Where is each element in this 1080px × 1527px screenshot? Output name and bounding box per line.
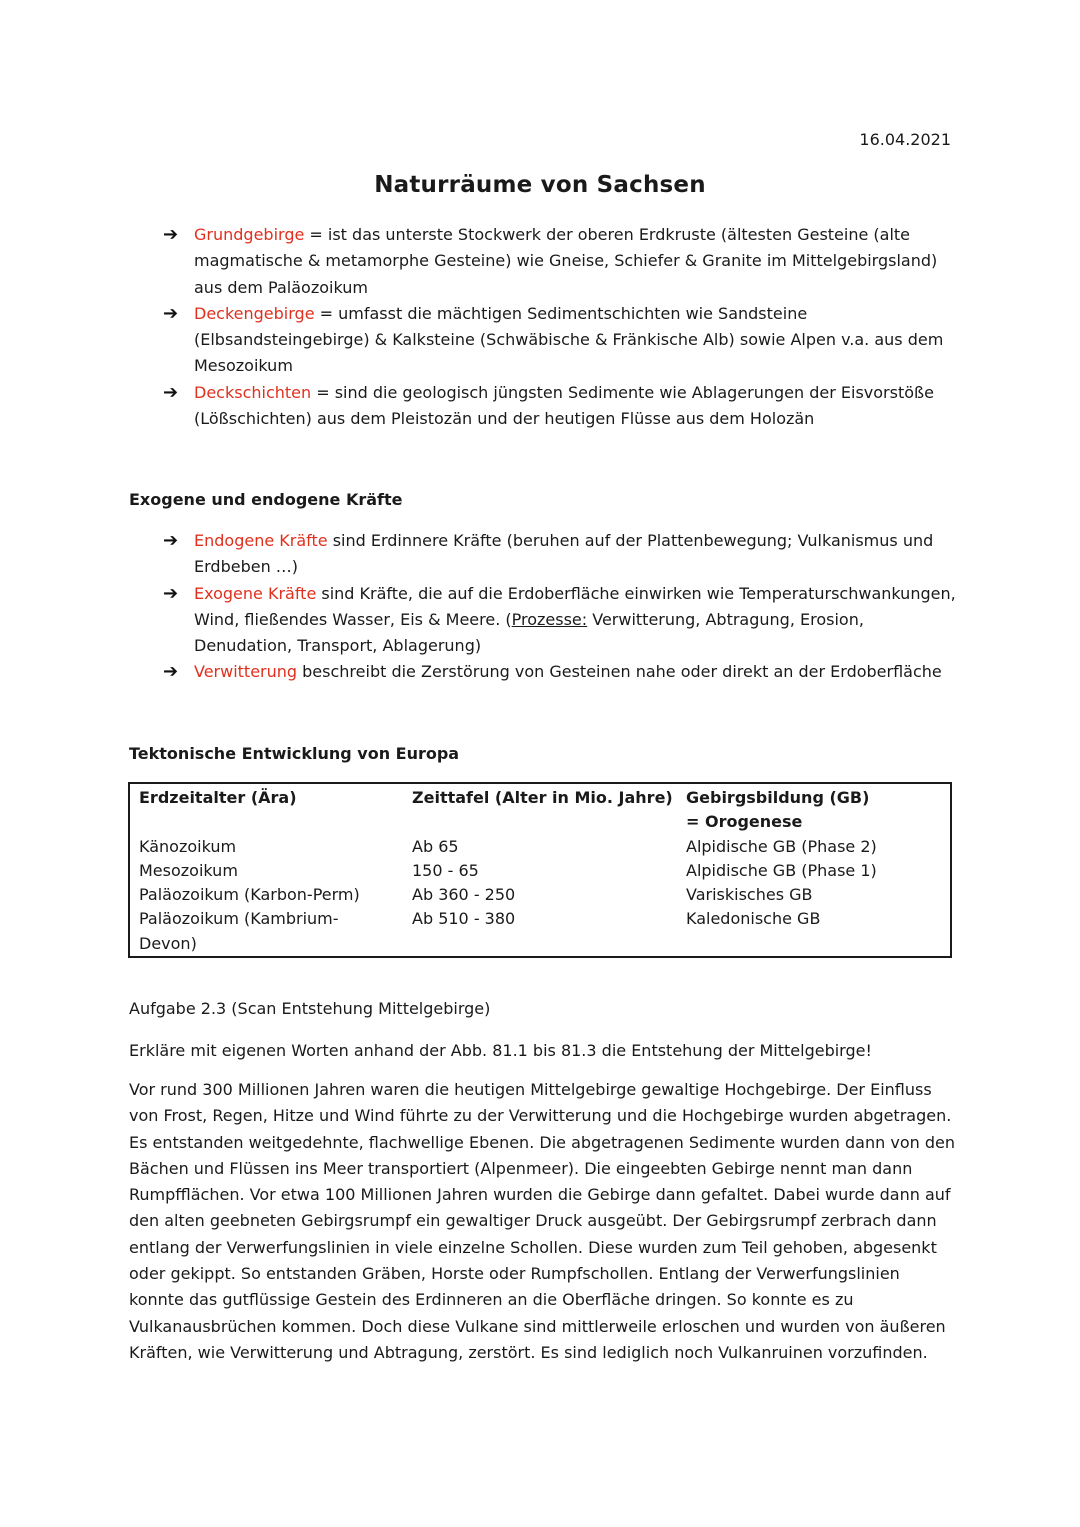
definition: sind Erdinnere Kräfte (beruhen auf der Plattenbewegung; Vulkanismus und Erdbeben …) (194, 531, 934, 577)
table-cell: Kaledonische GB (686, 909, 821, 929)
definition: beschreibt die Zerstörung von Gesteinen nahe oder direkt an der Erdoberfläche (297, 662, 942, 682)
arrow-right-icon: ➔ (163, 582, 179, 604)
term: Deckengebirge (194, 303, 315, 323)
arrow-right-icon: ➔ (163, 302, 179, 324)
term: Exogene Kräfte (194, 583, 317, 603)
definition-continued: Verwitterung, Abtragung, Erosion, Denudation, Transport, Ablagerung) (194, 609, 864, 656)
section-heading: Exogene und endogene Kräfte (129, 490, 403, 509)
definition-list (163, 222, 963, 432)
list-item (163, 222, 963, 301)
arrow-right-icon: ➔ (163, 530, 179, 551)
definition: = umfasst die mächtigen Sedimentschichten wie Sandsteine (Elbsandsteingebirge) & Kalksteine (Schwäbische & Fränkische Alb) sowie Alpen v.a. aus dem Mesozoikum (194, 303, 944, 376)
era-table (128, 782, 952, 958)
definition: = sind die geologisch jüngsten Sedimente wie Ablagerungen der Eisvorstöße (Lößschichten) aus dem Pleistozän und der heutigen Flüsse aus dem Holozän (194, 382, 934, 429)
table-cell: Alpidische GB (Phase 2) (686, 836, 877, 856)
table-cell: Ab 360 - 250 (412, 885, 516, 905)
table-cell: Ab 510 - 380 (412, 909, 516, 929)
list-item (163, 380, 963, 433)
table-cell: Variskisches GB (686, 885, 813, 905)
table-cell: Mesozoikum (139, 860, 238, 880)
arrow-right-icon: ➔ (163, 381, 179, 403)
table-cell: Alpidische GB (Phase 1) (686, 860, 877, 880)
term: Deckschichten (194, 382, 312, 402)
task-question: Erkläre mit eigenen Worten anhand der Abb. 81.1 bis 81.3 die Entstehung der Mittelgebirge! (129, 1041, 872, 1060)
arrow-right-icon: ➔ (163, 661, 179, 683)
list-item (163, 581, 963, 660)
column-header: Erdzeitalter (Ära) (139, 788, 297, 807)
list-item (163, 659, 963, 685)
forces-list (163, 528, 963, 686)
table-row (129, 883, 951, 907)
arrow-right-icon: ➔ (163, 224, 179, 245)
table-row (129, 907, 951, 957)
column-header: Zeittafel (Alter in Mio. Jahre) (412, 788, 673, 807)
table-cell: Känozoikum (139, 836, 237, 856)
definition: sind Kräfte, die auf die Erdoberfläche einwirken wie Temperaturschwankungen, Wind, fließendes Wasser, Eis & Meere. ( (194, 583, 956, 629)
term: Grundgebirge (194, 225, 305, 244)
table-header-row (129, 783, 951, 835)
page-title: Naturräume von Sachsen (374, 172, 706, 198)
term: Endogene Kräfte (194, 531, 328, 550)
list-item (163, 528, 963, 581)
underlined-label: Prozesse: (511, 609, 588, 629)
date: 16.04.2021 (859, 130, 951, 149)
task-title: Aufgabe 2.3 (Scan Entstehung Mittelgebirge) (129, 999, 491, 1018)
column-header: Gebirgsbildung (GB) = Orogenese (686, 788, 870, 832)
term: Verwitterung (194, 662, 298, 682)
section-heading: Tektonische Entwicklung von Europa (129, 744, 460, 763)
table-cell: Ab 65 (412, 836, 459, 856)
table-cell: Paläozoikum (Karbon-Perm) (139, 885, 360, 905)
table-row (129, 835, 951, 859)
list-item (163, 301, 963, 380)
task-answer: Vor rund 300 Millionen Jahren waren die heutigen Mittelgebirge gewaltige Hochgebirge. Der Einfluss von Frost, Regen, Hitze und Wind führte zu der Verwitterung und die Hochgebirge wurden abgetragen. Es entstanden weitgedehnte, flachwellige Ebenen. Die abgetragenen Sedimente wurden dann von den Bächen und Flüssen ins Meer transportiert (Alpenmeer). Die eingeebten Gebirge nennt man dann Rumpfflächen. Vor etwa 100 Millionen Jahren wurden die Gebirge dann gefaltet. Dabei wurde dann auf den alten geebneten Gebirgsrumpf ein gewaltiger Druck ausgeübt. Der Gebirgsrumpf zerbrach dann entlang der Verwerfungslinien in viele einzelne Schollen. Diese wurden zum Teil gehoben, abgesenkt oder gekippt. So entstanden Gräben, Horste oder Rumpfschollen. Entlang der Verwerfungslinien konnte das gutflüssige Gestein des Erdinneren an die Oberfläche dringen. So konnte es zu Vulkanausbrüchen kommen. Doch diese Vulkane sind mittlerweile erloschen und wurden von äußeren Kräften, wie Verwitterung und Abtragung, zerstört. Es sind lediglich noch Vulkanruinen vorzufinden. (129, 1080, 955, 1362)
table-row (129, 859, 951, 883)
table-cell: 150 - 65 (412, 860, 479, 880)
definition: = ist das unterste Stockwerk der oberen Erdkruste (ältesten Gesteine (alte magmatische & metamorphe Gesteine) wie Gneise, Schiefer & Granite im Mittelgebirgsland) aus dem Paläozoikum (194, 225, 938, 297)
table-cell: Paläozoikum (Kambrium-Devon) (139, 909, 339, 953)
